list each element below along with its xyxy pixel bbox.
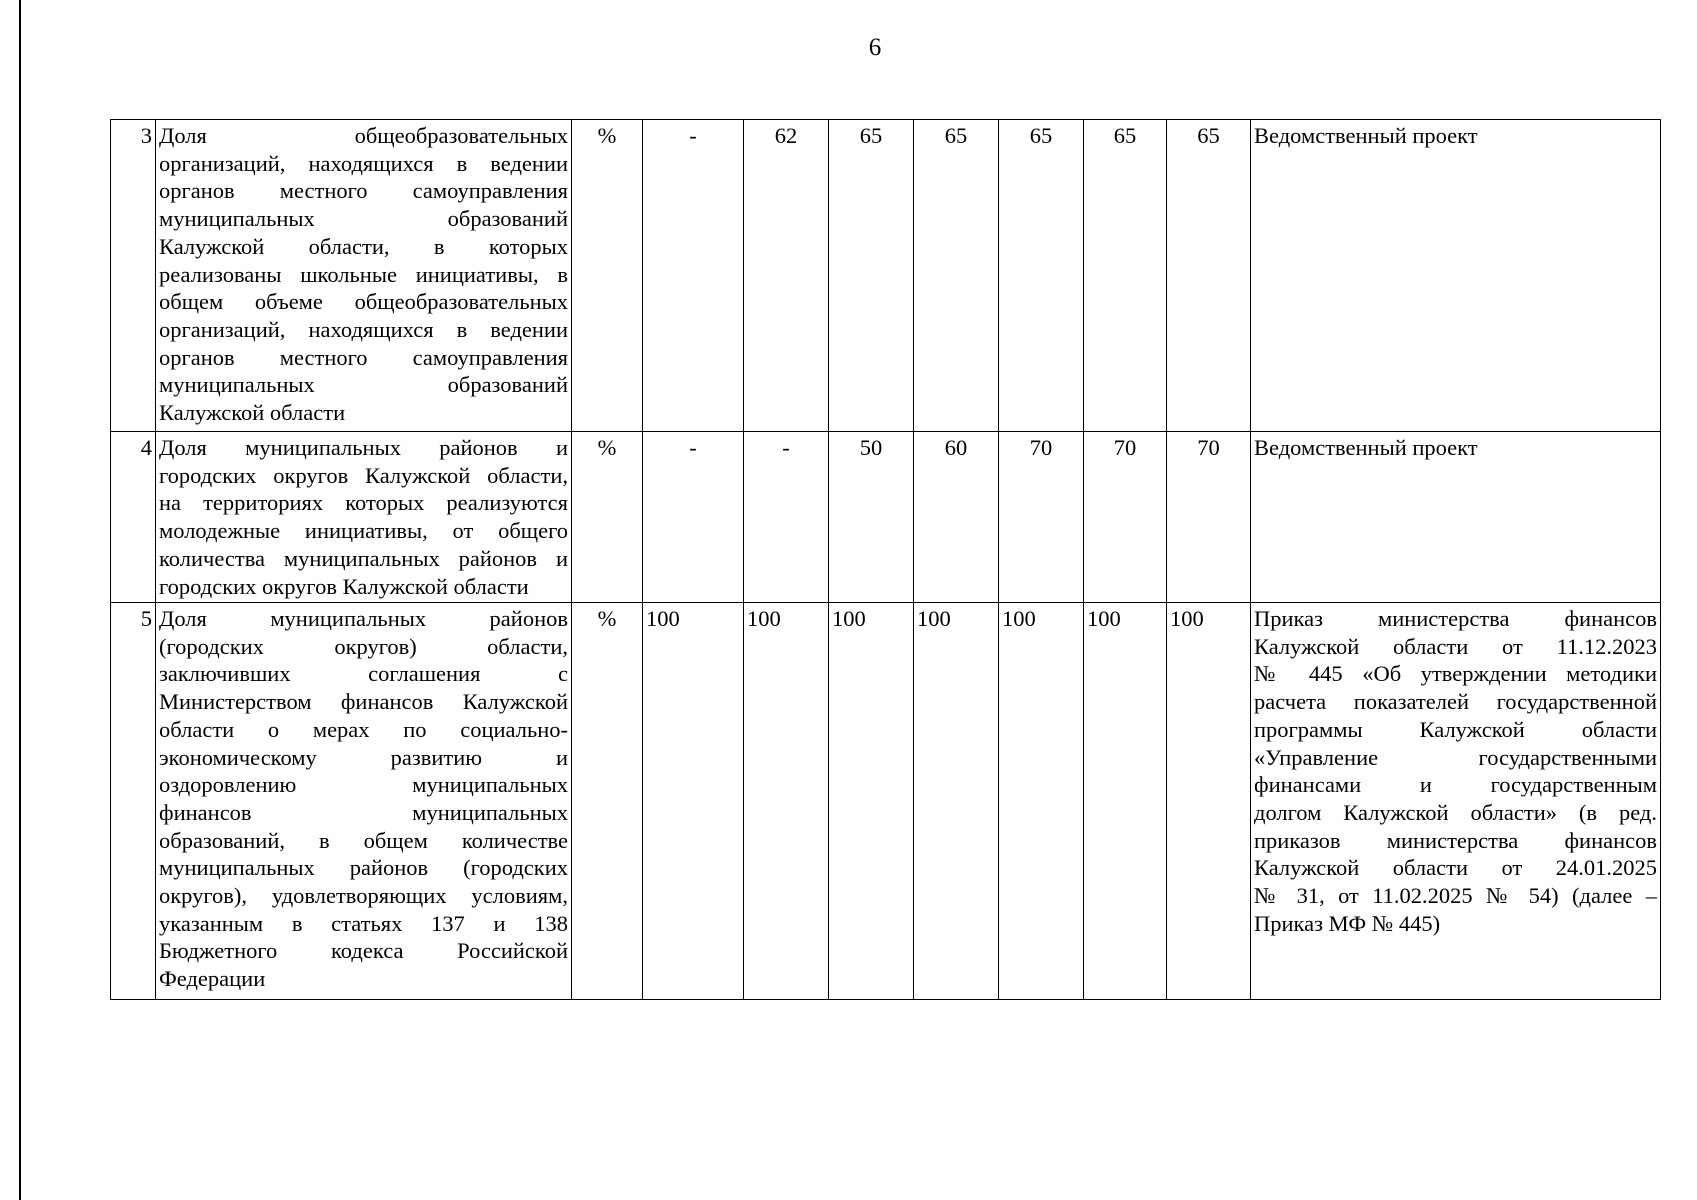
value-cell: - [744, 432, 829, 603]
value-cell: 70 [1084, 432, 1167, 603]
description-line: городских округов Калужской области, [159, 462, 568, 488]
value-cell: 62 [744, 120, 829, 432]
description-line: финансов муниципальных [159, 799, 568, 825]
source-line: Приказ министерства финансов [1254, 606, 1657, 631]
description-line: Министерством финансов Калужской [159, 689, 568, 715]
description-line: организаций, находящихся в ведении [159, 316, 568, 342]
page-margin-line [19, 0, 21, 1200]
description-line: общем объеме общеобразовательных [159, 289, 568, 315]
unit-cell: % [572, 432, 643, 603]
description-line: организаций, находящихся в ведении [159, 150, 568, 176]
description-line: муниципальных образований [159, 206, 568, 232]
row-number: 5 [111, 603, 156, 1000]
description-line: Доля муниципальных районов и [159, 435, 568, 460]
indicator-description [156, 603, 572, 1000]
description-line: молодежные инициативы, от общего [159, 518, 568, 544]
source-line: Ведомственный проект [1254, 123, 1478, 148]
value-cell: - [643, 432, 744, 603]
row-number: 3 [111, 120, 156, 432]
value-cell: 65 [829, 120, 914, 432]
value-cell: 100 [1167, 603, 1251, 1000]
value-cell: 60 [914, 432, 999, 603]
indicators-table [110, 119, 1661, 1000]
value-cell: 100 [1084, 603, 1167, 1000]
value-cell: 65 [1167, 120, 1251, 432]
description-line: образований, в общем количестве [159, 827, 568, 853]
source-line: приказов министерства финансов [1254, 827, 1657, 853]
description-line: количества муниципальных районов и [159, 545, 568, 571]
table-row [111, 120, 1661, 432]
source-line: Калужской области от 24.01.2025 [1254, 855, 1657, 881]
value-cell: - [643, 120, 744, 432]
description-line: округов), удовлетворяющих условиям, [159, 883, 568, 909]
description-line: муниципальных районов (городских [159, 855, 568, 881]
description-line: области о мерах по социально- [159, 716, 568, 742]
source-line: расчета показателей государственной [1254, 689, 1657, 715]
indicator-description [156, 432, 572, 603]
row-number: 4 [111, 432, 156, 603]
description-line: (городских округов) области, [159, 633, 568, 659]
value-cell: 100 [999, 603, 1084, 1000]
description-line: органов местного самоуправления [159, 178, 568, 204]
description-line: реализованы школьные инициативы, в [159, 261, 568, 287]
source-cell [1251, 120, 1661, 432]
value-cell: 65 [999, 120, 1084, 432]
unit-cell: % [572, 603, 643, 1000]
value-cell: 100 [829, 603, 914, 1000]
source-cell [1251, 432, 1661, 603]
value-cell: 100 [914, 603, 999, 1000]
source-line: Ведомственный проект [1254, 435, 1478, 460]
description-line: муниципальных образований [159, 372, 568, 398]
description-line: заключивших соглашения с [159, 661, 568, 687]
description-line: оздоровлению муниципальных [159, 772, 568, 798]
value-cell: 100 [643, 603, 744, 1000]
description-line: Федерации [159, 966, 266, 992]
source-line: долгом Калужской области» (в ред. [1254, 799, 1657, 825]
description-line: указанным в статьях 137 и 138 [159, 910, 568, 936]
description-line: органов местного самоуправления [159, 344, 568, 370]
source-line: № 31, от 11.02.2025 № 54) (далее – [1254, 883, 1657, 909]
source-line: «Управление государственными [1254, 744, 1657, 770]
value-cell: 50 [829, 432, 914, 603]
source-line: программы Калужской области [1254, 716, 1657, 742]
value-cell: 65 [914, 120, 999, 432]
description-line: экономическому развитию и [159, 744, 568, 770]
description-line: Калужской области [159, 400, 346, 426]
source-line: Калужской области от 11.12.2023 [1254, 633, 1657, 659]
table-row [111, 603, 1661, 1000]
description-line: городских округов Калужской области [159, 573, 529, 599]
description-line: на территориях которых реализуются [159, 490, 568, 516]
source-line: Приказ МФ № 445) [1254, 910, 1441, 936]
page-number: 6 [868, 34, 882, 61]
value-cell: 65 [1084, 120, 1167, 432]
unit-cell: % [572, 120, 643, 432]
source-line: № 445 «Об утверждении методики [1254, 661, 1657, 687]
description-line: Бюджетного кодекса Российской [159, 938, 568, 964]
description-line: Доля муниципальных районов [159, 606, 568, 631]
source-cell [1251, 603, 1661, 1000]
table-row [111, 432, 1661, 603]
value-cell: 70 [999, 432, 1084, 603]
source-line: финансами и государственным [1254, 772, 1657, 798]
description-line: Доля общеобразовательных [159, 123, 568, 148]
indicator-description [156, 120, 572, 432]
value-cell: 100 [744, 603, 829, 1000]
value-cell: 70 [1167, 432, 1251, 603]
description-line: Калужской области, в которых [159, 233, 568, 259]
